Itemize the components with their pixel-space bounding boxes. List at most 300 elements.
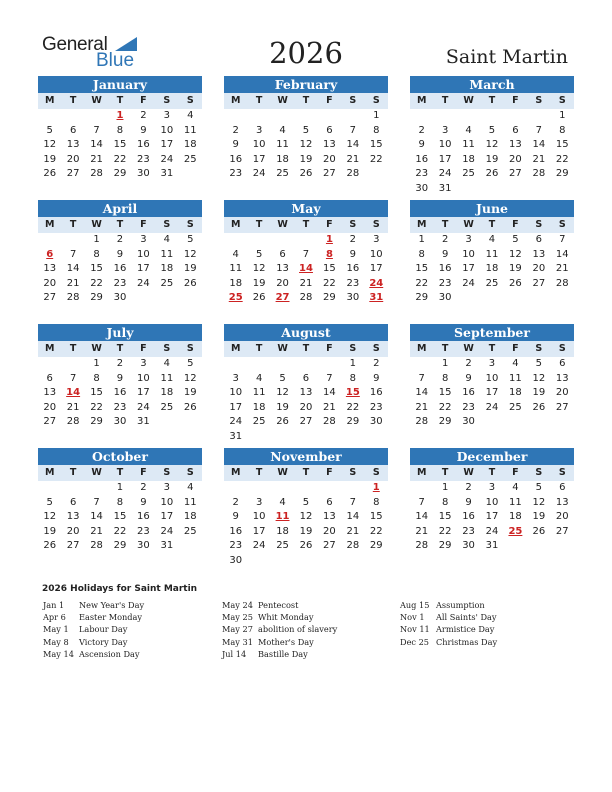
day-cell: 14 bbox=[90, 139, 103, 151]
day-cell: 2 bbox=[441, 234, 449, 245]
weekday-label: S bbox=[349, 219, 357, 230]
day-cell: 21 bbox=[323, 401, 336, 413]
day-cell: 9 bbox=[232, 511, 239, 523]
day-cell: 1 bbox=[418, 234, 425, 245]
day-cell: 22 bbox=[346, 401, 360, 413]
day-cell: 1 bbox=[349, 358, 357, 369]
weekday-label: M bbox=[416, 467, 427, 478]
day-cell: 10 bbox=[462, 248, 475, 260]
weekday-label: T bbox=[488, 219, 496, 230]
weekday-label: T bbox=[116, 95, 124, 106]
day-cell: 16 bbox=[137, 511, 150, 523]
holiday-day-cell: 25 bbox=[508, 525, 523, 537]
empty-cell bbox=[294, 357, 317, 372]
day-cell: 30 bbox=[137, 540, 150, 552]
day-cell: 29 bbox=[438, 416, 452, 428]
day-cell: 29 bbox=[369, 540, 383, 552]
day-cell: 20 bbox=[555, 387, 569, 399]
month-may bbox=[224, 200, 388, 306]
day-cell: 27 bbox=[323, 540, 336, 552]
day-cell: 16 bbox=[229, 153, 243, 165]
weekday-label: M bbox=[44, 219, 55, 230]
day-cell: 12 bbox=[43, 139, 57, 151]
holiday-name: Whit Monday bbox=[258, 612, 314, 623]
holiday-day-cell: 1 bbox=[372, 482, 380, 493]
day-cell: 21 bbox=[90, 525, 103, 537]
weekday-label: W bbox=[277, 343, 288, 354]
day-grid bbox=[410, 357, 574, 430]
holidays-title: 2026 Holidays for Saint Martin bbox=[42, 584, 198, 594]
day-cell: 14 bbox=[66, 263, 80, 275]
day-cell: 25 bbox=[252, 416, 266, 428]
month-title: March bbox=[410, 76, 574, 93]
day-cell: 18 bbox=[252, 401, 266, 413]
day-cell: 16 bbox=[462, 511, 475, 523]
day-cell: 22 bbox=[90, 277, 103, 289]
day-cell: 3 bbox=[140, 358, 147, 369]
weekday-label: W bbox=[463, 219, 474, 230]
weekday-label: S bbox=[163, 343, 171, 354]
month-title: July bbox=[38, 324, 202, 341]
day-cell: 30 bbox=[137, 168, 150, 180]
day-cell: 10 bbox=[485, 496, 499, 508]
day-cell: 26 bbox=[276, 416, 289, 428]
weekday-label: M bbox=[44, 95, 55, 106]
empty-cell bbox=[247, 357, 270, 372]
weekday-label: M bbox=[230, 467, 241, 478]
day-cell: 10 bbox=[485, 372, 499, 384]
day-cell: 26 bbox=[43, 540, 57, 552]
holiday-name: Ascension Day bbox=[79, 648, 140, 659]
day-cell: 20 bbox=[66, 153, 80, 165]
day-cell: 16 bbox=[438, 263, 452, 275]
day-grid bbox=[224, 481, 388, 569]
day-cell: 1 bbox=[441, 482, 449, 493]
day-cell: 26 bbox=[43, 168, 57, 180]
weekday-label: T bbox=[441, 95, 449, 106]
day-cell: 29 bbox=[415, 292, 429, 304]
day-cell: 8 bbox=[441, 496, 449, 508]
day-cell: 22 bbox=[113, 153, 127, 165]
day-cell: 5 bbox=[535, 482, 543, 493]
day-cell: 4 bbox=[163, 358, 171, 369]
holiday-name: Assumption bbox=[436, 600, 485, 610]
day-cell: 25 bbox=[183, 525, 197, 537]
month-august bbox=[224, 324, 388, 445]
day-cell: 14 bbox=[532, 139, 546, 151]
day-cell: 27 bbox=[509, 168, 522, 180]
day-cell: 16 bbox=[113, 387, 127, 399]
day-cell: 8 bbox=[559, 124, 566, 136]
day-cell: 13 bbox=[323, 511, 336, 523]
day-cell: 24 bbox=[137, 277, 150, 289]
day-cell: 15 bbox=[369, 511, 383, 523]
day-cell: 7 bbox=[93, 124, 100, 136]
day-cell: 15 bbox=[113, 139, 127, 151]
weekday-label: M bbox=[230, 219, 241, 230]
month-january bbox=[38, 76, 202, 182]
day-cell: 22 bbox=[415, 277, 429, 289]
weekday-label: S bbox=[558, 219, 566, 230]
day-cell: 29 bbox=[113, 540, 127, 552]
empty-cell bbox=[38, 481, 61, 496]
month-april bbox=[38, 200, 202, 306]
day-cell: 19 bbox=[509, 263, 522, 275]
day-cell: 28 bbox=[346, 168, 360, 180]
weekday-label: F bbox=[326, 95, 333, 106]
day-cell: 4 bbox=[512, 482, 519, 493]
day-cell: 21 bbox=[299, 277, 313, 289]
day-cell: 9 bbox=[140, 496, 147, 508]
day-cell: 12 bbox=[485, 139, 499, 151]
weekday-label: T bbox=[69, 467, 77, 478]
empty-cell bbox=[341, 481, 364, 496]
day-cell: 16 bbox=[137, 139, 150, 151]
weekday-label: T bbox=[302, 95, 310, 106]
empty-cell bbox=[271, 357, 294, 372]
empty-cell bbox=[294, 233, 317, 248]
holiday-name: Victory Day bbox=[79, 636, 128, 647]
weekday-label: T bbox=[255, 219, 263, 230]
day-cell: 16 bbox=[415, 153, 429, 165]
day-cell: 24 bbox=[160, 153, 174, 165]
month-october bbox=[38, 448, 202, 554]
day-cell: 18 bbox=[509, 511, 522, 523]
weekday-header-row bbox=[224, 93, 388, 109]
holiday-column bbox=[222, 599, 337, 660]
day-cell: 28 bbox=[555, 277, 569, 289]
month-title: June bbox=[410, 200, 574, 217]
holiday-row bbox=[222, 599, 337, 611]
day-cell: 18 bbox=[509, 387, 522, 399]
day-cell: 22 bbox=[438, 401, 452, 413]
day-cell: 21 bbox=[66, 401, 80, 413]
day-cell: 5 bbox=[255, 248, 263, 260]
day-cell: 2 bbox=[373, 358, 380, 369]
holiday-date: May 14 bbox=[43, 648, 74, 659]
weekday-label: S bbox=[372, 343, 380, 354]
day-cell: 26 bbox=[183, 401, 197, 413]
empty-cell bbox=[410, 481, 433, 496]
day-cell: 31 bbox=[229, 430, 243, 442]
day-cell: 19 bbox=[532, 387, 546, 399]
day-cell: 8 bbox=[116, 124, 124, 136]
day-cell: 9 bbox=[232, 139, 239, 151]
month-title: May bbox=[224, 200, 388, 217]
day-cell: 22 bbox=[369, 153, 383, 165]
day-cell: 23 bbox=[369, 401, 383, 413]
day-cell: 25 bbox=[485, 277, 499, 289]
day-cell: 14 bbox=[346, 511, 360, 523]
weekday-label: W bbox=[91, 467, 102, 478]
day-cell: 17 bbox=[137, 263, 150, 275]
weekday-label: T bbox=[116, 467, 124, 478]
day-cell: 29 bbox=[438, 540, 452, 552]
day-cell: 1 bbox=[373, 110, 380, 121]
day-cell: 20 bbox=[66, 525, 80, 537]
day-cell: 6 bbox=[512, 124, 519, 136]
day-cell: 6 bbox=[535, 234, 543, 245]
day-cell: 29 bbox=[90, 292, 103, 304]
day-cell: 23 bbox=[137, 153, 150, 165]
empty-cell bbox=[38, 357, 61, 372]
weekday-header-row bbox=[38, 93, 202, 109]
day-cell: 22 bbox=[90, 401, 103, 413]
day-cell: 20 bbox=[532, 263, 546, 275]
day-cell: 24 bbox=[438, 168, 452, 180]
day-cell: 18 bbox=[462, 153, 475, 165]
day-cell: 9 bbox=[373, 372, 380, 384]
weekday-label: W bbox=[463, 343, 474, 354]
day-cell: 10 bbox=[369, 248, 383, 260]
day-cell: 24 bbox=[229, 416, 243, 428]
day-cell: 8 bbox=[93, 372, 100, 384]
day-cell: 6 bbox=[326, 124, 333, 136]
holiday-row bbox=[222, 611, 337, 623]
holiday-day-cell: 1 bbox=[325, 234, 333, 245]
day-cell: 4 bbox=[279, 496, 286, 508]
holiday-day-cell: 25 bbox=[228, 292, 243, 304]
day-cell: 2 bbox=[140, 110, 147, 121]
day-grid bbox=[38, 481, 202, 554]
day-cell: 8 bbox=[373, 124, 380, 136]
holiday-date: May 8 bbox=[43, 636, 69, 647]
weekday-label: S bbox=[372, 467, 380, 478]
holiday-name: All Saints' Day bbox=[436, 612, 497, 623]
holiday-name: New Year's Day bbox=[79, 600, 145, 610]
empty-cell bbox=[271, 109, 294, 124]
holiday-date: Apr 6 bbox=[43, 612, 66, 623]
holiday-row bbox=[43, 648, 144, 660]
holiday-name: Labour Day bbox=[79, 624, 128, 635]
day-cell: 7 bbox=[326, 372, 333, 384]
weekday-label: S bbox=[163, 219, 171, 230]
day-cell: 23 bbox=[462, 401, 475, 413]
weekday-label: T bbox=[488, 343, 496, 354]
day-cell: 27 bbox=[66, 168, 80, 180]
empty-cell bbox=[341, 109, 364, 124]
holiday-date: Jan 1 bbox=[43, 600, 65, 610]
holiday-day-cell: 14 bbox=[66, 387, 81, 399]
day-cell: 29 bbox=[323, 292, 336, 304]
day-cell: 9 bbox=[116, 372, 124, 384]
empty-cell bbox=[247, 481, 270, 496]
day-cell: 9 bbox=[465, 496, 472, 508]
day-cell: 29 bbox=[346, 416, 360, 428]
day-cell: 23 bbox=[346, 277, 360, 289]
calendar-year: 2026 bbox=[269, 36, 343, 70]
holiday-day-cell: 6 bbox=[46, 248, 54, 260]
day-cell: 18 bbox=[183, 511, 197, 523]
weekday-label: F bbox=[140, 467, 147, 478]
empty-cell bbox=[318, 481, 341, 496]
weekday-label: T bbox=[302, 467, 310, 478]
day-cell: 14 bbox=[415, 511, 429, 523]
empty-cell bbox=[224, 109, 247, 124]
day-cell: 26 bbox=[183, 277, 197, 289]
holiday-name: Mother's Day bbox=[258, 636, 314, 647]
day-cell: 7 bbox=[418, 372, 425, 384]
day-cell: 24 bbox=[160, 525, 174, 537]
day-cell: 17 bbox=[485, 387, 499, 399]
weekday-label: W bbox=[463, 467, 474, 478]
day-cell: 10 bbox=[160, 496, 174, 508]
month-march bbox=[410, 76, 574, 197]
day-cell: 20 bbox=[509, 153, 522, 165]
day-cell: 19 bbox=[532, 511, 546, 523]
day-cell: 25 bbox=[160, 401, 174, 413]
day-cell: 5 bbox=[535, 358, 543, 369]
day-cell: 8 bbox=[349, 372, 357, 384]
day-cell: 8 bbox=[441, 372, 449, 384]
month-september bbox=[410, 324, 574, 430]
holiday-name: abolition of slavery bbox=[258, 624, 338, 635]
day-cell: 28 bbox=[323, 416, 336, 428]
day-cell: 30 bbox=[229, 554, 243, 566]
month-december bbox=[410, 448, 574, 554]
day-cell: 15 bbox=[438, 511, 452, 523]
day-cell: 23 bbox=[462, 525, 475, 537]
day-cell: 29 bbox=[555, 168, 569, 180]
day-cell: 23 bbox=[113, 401, 127, 413]
day-cell: 17 bbox=[160, 511, 174, 523]
holiday-date: May 24 bbox=[222, 600, 253, 610]
day-cell: 5 bbox=[187, 234, 194, 245]
empty-cell bbox=[61, 109, 84, 124]
day-cell: 27 bbox=[555, 525, 569, 537]
weekday-label: F bbox=[512, 219, 519, 230]
day-cell: 19 bbox=[252, 277, 266, 289]
day-cell: 3 bbox=[255, 496, 263, 508]
weekday-label: W bbox=[91, 95, 102, 106]
weekday-label: S bbox=[558, 467, 566, 478]
empty-cell bbox=[410, 109, 433, 124]
weekday-label: S bbox=[535, 219, 543, 230]
day-cell: 11 bbox=[276, 139, 289, 151]
day-cell: 2 bbox=[116, 358, 124, 369]
day-cell: 31 bbox=[137, 416, 150, 428]
day-cell: 5 bbox=[488, 124, 496, 136]
day-cell: 10 bbox=[252, 511, 266, 523]
day-cell: 1 bbox=[116, 482, 124, 493]
day-cell: 24 bbox=[462, 277, 475, 289]
holiday-row bbox=[222, 636, 337, 648]
day-cell: 28 bbox=[66, 416, 80, 428]
day-grid bbox=[38, 233, 202, 306]
day-cell: 10 bbox=[252, 139, 266, 151]
day-cell: 12 bbox=[299, 511, 313, 523]
empty-cell bbox=[480, 109, 503, 124]
day-cell: 2 bbox=[140, 482, 147, 493]
day-cell: 11 bbox=[183, 124, 197, 136]
day-cell: 12 bbox=[252, 263, 266, 275]
day-cell: 24 bbox=[252, 168, 266, 180]
holiday-day-cell: 31 bbox=[369, 292, 384, 304]
weekday-header-row bbox=[224, 465, 388, 481]
holiday-date: May 25 bbox=[222, 612, 253, 623]
weekday-label: T bbox=[255, 467, 263, 478]
holiday-day-cell: 15 bbox=[345, 387, 360, 399]
day-cell: 5 bbox=[46, 124, 53, 136]
day-cell: 30 bbox=[346, 292, 360, 304]
empty-cell bbox=[318, 109, 341, 124]
holiday-column bbox=[400, 599, 497, 648]
day-grid bbox=[38, 357, 202, 430]
weekday-header-row bbox=[224, 217, 388, 233]
day-cell: 11 bbox=[509, 372, 522, 384]
day-cell: 7 bbox=[302, 248, 310, 260]
day-cell: 18 bbox=[276, 525, 289, 537]
month-title: September bbox=[410, 324, 574, 341]
day-cell: 26 bbox=[532, 401, 546, 413]
day-cell: 21 bbox=[66, 277, 80, 289]
month-july bbox=[38, 324, 202, 430]
day-cell: 9 bbox=[116, 248, 124, 260]
day-cell: 1 bbox=[441, 358, 449, 369]
day-cell: 30 bbox=[415, 182, 429, 194]
weekday-label: S bbox=[349, 95, 357, 106]
weekday-label: T bbox=[255, 343, 263, 354]
empty-cell bbox=[271, 481, 294, 496]
day-cell: 17 bbox=[462, 263, 475, 275]
day-cell: 10 bbox=[438, 139, 452, 151]
day-cell: 14 bbox=[555, 248, 569, 260]
holiday-name: Armistice Day bbox=[436, 624, 495, 635]
day-cell: 13 bbox=[43, 263, 57, 275]
weekday-label: S bbox=[535, 95, 543, 106]
day-cell: 14 bbox=[90, 511, 103, 523]
holiday-date: May 27 bbox=[222, 624, 253, 635]
day-cell: 21 bbox=[346, 525, 360, 537]
day-cell: 22 bbox=[323, 277, 336, 289]
day-cell: 7 bbox=[535, 124, 543, 136]
day-cell: 16 bbox=[462, 387, 475, 399]
day-cell: 6 bbox=[326, 496, 333, 508]
day-cell: 6 bbox=[69, 496, 77, 508]
day-cell: 11 bbox=[160, 248, 174, 260]
day-cell: 24 bbox=[485, 525, 499, 537]
day-cell: 20 bbox=[43, 401, 57, 413]
day-cell: 3 bbox=[232, 372, 239, 384]
day-cell: 28 bbox=[415, 416, 429, 428]
weekday-label: S bbox=[349, 467, 357, 478]
day-cell: 18 bbox=[183, 139, 197, 151]
day-cell: 20 bbox=[299, 401, 313, 413]
day-cell: 2 bbox=[116, 234, 124, 245]
day-cell: 21 bbox=[90, 153, 103, 165]
day-cell: 25 bbox=[276, 168, 289, 180]
day-cell: 7 bbox=[349, 124, 357, 136]
day-cell: 12 bbox=[183, 248, 197, 260]
weekday-label: F bbox=[140, 95, 147, 106]
day-cell: 1 bbox=[93, 234, 100, 245]
day-cell: 4 bbox=[512, 358, 519, 369]
weekday-label: S bbox=[535, 467, 543, 478]
weekday-header-row bbox=[410, 465, 574, 481]
logo-triangle-icon bbox=[115, 37, 137, 51]
day-cell: 16 bbox=[229, 525, 243, 537]
day-cell: 15 bbox=[90, 263, 103, 275]
day-cell: 2 bbox=[418, 124, 425, 136]
day-cell: 6 bbox=[302, 372, 310, 384]
day-cell: 30 bbox=[438, 292, 452, 304]
day-grid bbox=[410, 233, 574, 306]
weekday-label: S bbox=[558, 95, 566, 106]
day-cell: 13 bbox=[66, 139, 80, 151]
day-cell: 9 bbox=[418, 139, 425, 151]
weekday-label: W bbox=[463, 95, 474, 106]
day-cell: 9 bbox=[349, 248, 357, 260]
